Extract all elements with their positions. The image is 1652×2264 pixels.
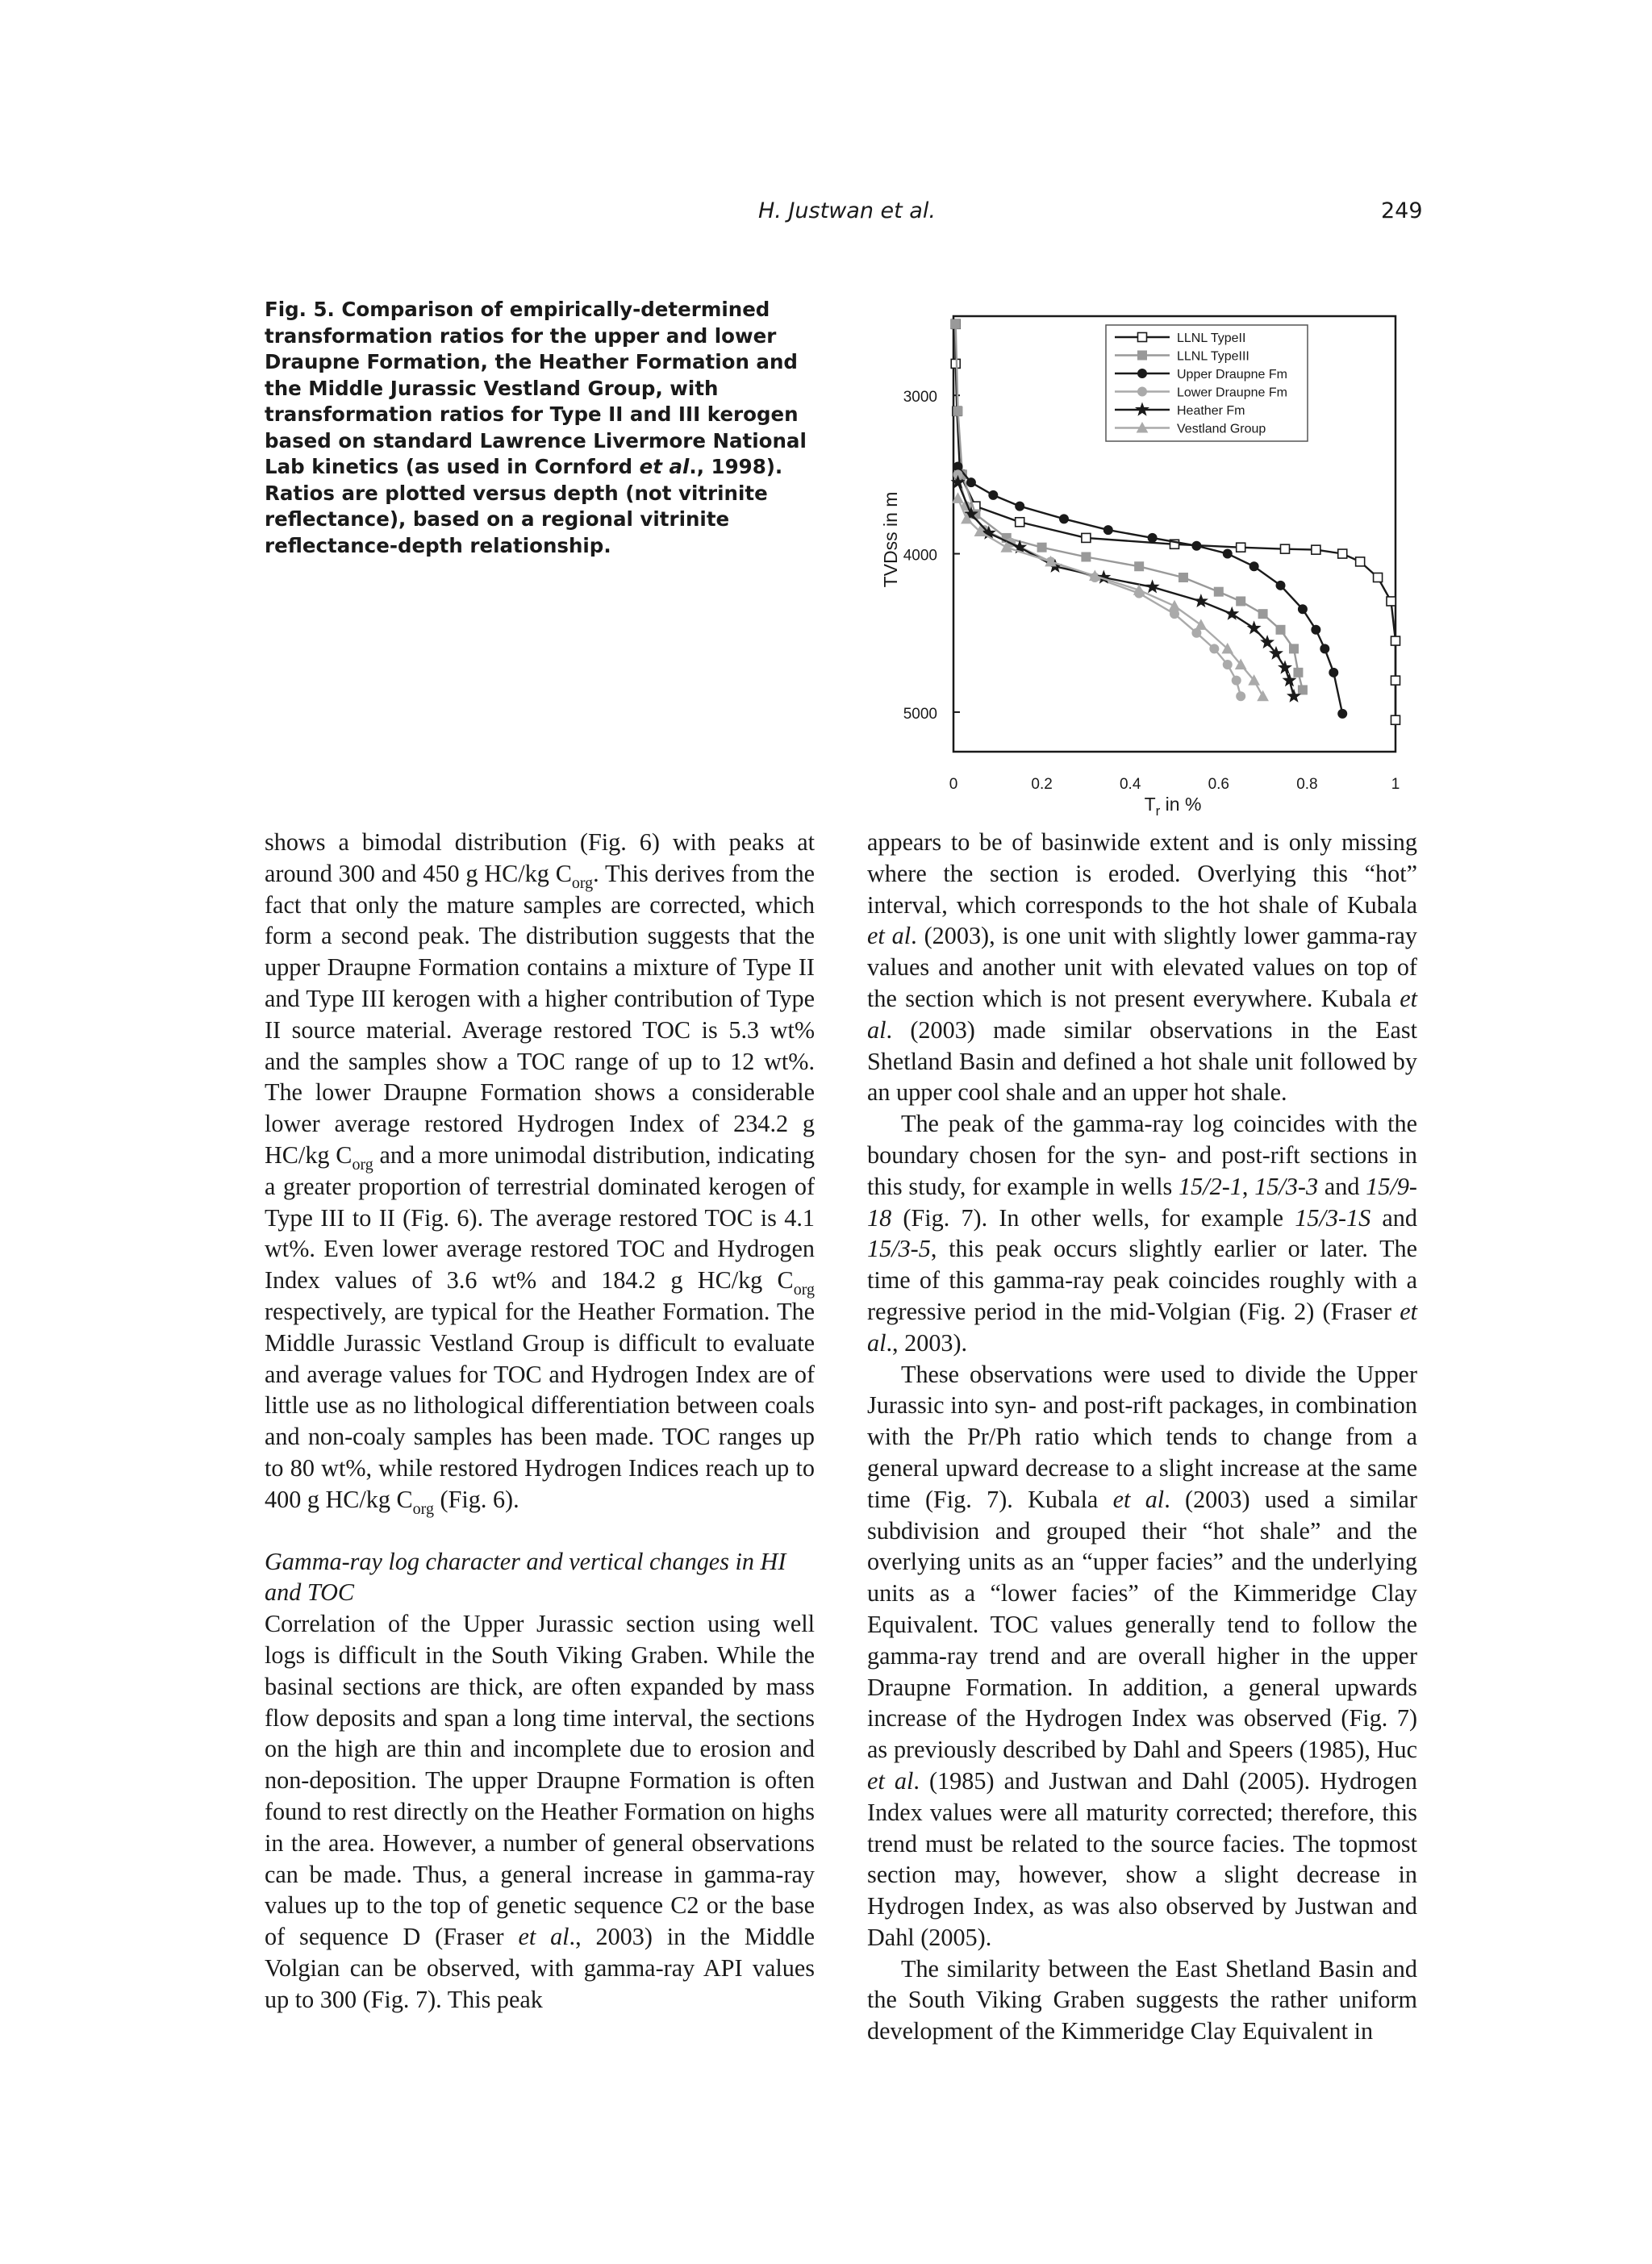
point-llnl-typeiii-5 xyxy=(1037,543,1046,552)
legend-label-vestland-group: Vestland Group xyxy=(1177,422,1266,436)
left-text-column xyxy=(265,827,815,2015)
et-al: et al xyxy=(1112,1485,1165,1513)
point-upper-draupne-fm-14 xyxy=(1329,668,1338,677)
point-llnl-typeii-13 xyxy=(1374,573,1383,582)
running-header-authors: H. Justwan et al. xyxy=(758,198,936,223)
point-llnl-typeii-6 xyxy=(1082,533,1091,542)
y-tick-label-5000: 5000 xyxy=(903,705,937,723)
y-tick-label-4000: 4000 xyxy=(903,547,937,565)
point-upper-draupne-fm-1 xyxy=(966,478,975,487)
point-upper-draupne-fm-15 xyxy=(1338,709,1347,718)
subscript: org xyxy=(412,1499,434,1518)
legend-label-lower-draupne-fm: Lower Draupne Fm xyxy=(1177,386,1287,400)
point-llnl-typeiii-13 xyxy=(1289,644,1298,653)
right-text-column xyxy=(867,827,1417,2047)
subscript: org xyxy=(793,1281,815,1299)
et-al: et al xyxy=(867,1297,1417,1357)
x-tick-label-5: 1 xyxy=(1391,776,1400,793)
point-llnl-typeiii-11 xyxy=(1258,610,1267,619)
y-axis-label: TVDss in m xyxy=(880,491,901,588)
x-tick-label-1: 0.2 xyxy=(1031,776,1053,793)
chart-svg xyxy=(855,306,1452,823)
x-tick-label-2: 0.4 xyxy=(1119,776,1141,793)
text-run: and xyxy=(1370,1203,1417,1232)
right-paragraph-4: The similarity between the East Shetland Basin and the South Viking Graben suggests the rather uniform development of the Kimmeridge Clay Equivalent in xyxy=(867,1954,1417,2045)
well-name: 15/3-1S xyxy=(1295,1203,1371,1232)
text-run: respectively, are typical for the Heather Formation. The Middle Jurassic Vestland Group is difficult to evaluate and average values for TOC and Hydrogen Index are of little use as no lithological differentiation between coals and non-coaly samples has been made. TOC ranges up to 80 wt%, while restored Hydrogen Indices reach up to 400 g HC/kg C xyxy=(265,1297,815,1513)
text-run: (Fig. 7). In other wells, for example xyxy=(891,1203,1295,1232)
point-upper-draupne-fm-11 xyxy=(1298,605,1307,614)
point-llnl-typeii-17 xyxy=(1391,715,1400,724)
right-paragraph-1 xyxy=(867,827,1417,1108)
point-llnl-typeii-12 xyxy=(1356,557,1365,566)
text-run: ., 2003) in the Middle Volgian can be observed, with gamma-ray API values up to 300 (Fig. 7). This peak xyxy=(265,1923,815,2013)
well-name: 15/2-1 xyxy=(1179,1172,1242,1200)
point-lower-draupne-fm-9 xyxy=(1210,644,1219,653)
legend-label-heather-fm: Heather Fm xyxy=(1177,404,1245,418)
text-run: . (2003) made similar observations in the East Shetland Basin and defined a hot shale unit followed by an upper cool shale and an upper hot shale. xyxy=(867,1015,1417,1107)
point-lower-draupne-fm-11 xyxy=(1232,676,1241,685)
point-llnl-typeiii-12 xyxy=(1276,625,1285,634)
text-run: and a more unimodal distribution, indicating a greater proportion of terrestrial dominated kerogen of Type III to II (Fig. 6). The average restored TOC is 4.1 wt%. Even lower average restored TOC and Hydrogen Index values of 3.6 wt% and 184.2 g HC/kg C xyxy=(265,1140,815,1295)
point-llnl-typeii-5 xyxy=(1016,518,1024,527)
point-upper-draupne-fm-12 xyxy=(1312,625,1320,634)
et-al: et al xyxy=(867,922,912,950)
x-axis-label xyxy=(1145,794,1202,819)
legend-marker-llnl-typeiii xyxy=(1138,351,1147,360)
figure-5-chart xyxy=(855,306,1452,823)
point-llnl-typeii-9 xyxy=(1281,544,1290,553)
legend-marker-upper-draupne-fm xyxy=(1138,369,1147,378)
text-run: (Fig. 6). xyxy=(433,1485,519,1513)
x-tick-label-3: 0.6 xyxy=(1208,776,1230,793)
chart-legend xyxy=(1106,325,1308,441)
point-upper-draupne-fm-10 xyxy=(1276,581,1285,590)
x-tick-label-4: 0.8 xyxy=(1296,776,1318,793)
text-run: shows a bimodal distribution (Fig. 6) with peaks at around 300 and 450 g HC/kg C xyxy=(265,828,815,887)
point-lower-draupne-fm-10 xyxy=(1223,661,1232,669)
point-llnl-typeiii-0 xyxy=(951,319,960,328)
left-paragraph-2 xyxy=(265,1608,815,2015)
point-llnl-typeii-10 xyxy=(1312,545,1320,554)
text-run: appears to be of basinwide extent and is only missing where the section is eroded. Overlying this “hot” interval, which corresponds to the hot shale of Kubala xyxy=(867,828,1417,919)
text-run: These observations were used to divide the Upper Jurassic into syn- and post-rift packages, in combination with the Pr/Ph ratio which tends to change from a general upward decrease to a slight increase at the same time (Fig. 7). Kubala xyxy=(867,1360,1417,1513)
y-tick-label-3000: 3000 xyxy=(903,389,937,407)
well-name: 15/3-5 xyxy=(867,1235,931,1263)
point-llnl-typeiii-6 xyxy=(1082,552,1091,561)
legend-label-llnl-typeiii: LLNL TypeIII xyxy=(1177,349,1249,364)
point-llnl-typeiii-14 xyxy=(1294,668,1303,677)
text-run: The peak of the gamma-ray log coincides with the boundary chosen for the syn- and post-rift sections in this study, for example in wells xyxy=(867,1110,1417,1200)
point-upper-draupne-fm-5 xyxy=(1103,526,1112,535)
point-upper-draupne-fm-7 xyxy=(1192,541,1201,550)
point-llnl-typeii-14 xyxy=(1387,597,1395,606)
x-tick-label-0: 0 xyxy=(949,776,958,793)
et-al: et al xyxy=(518,1923,569,1951)
text-run: . (2003) used a similar subdivision and grouped their “hot shale” and the overlying units as an “upper facies” and the underlying units as a “lower facies” of the Kimmeridge Clay Equivalent. TOC values generally tend to follow the gamma-ray trend and are overall higher in the upper Draupne Formation. In addition, a general upwards increase of the Hydrogen Index was observed (Fig. 7) as previously described by Dahl and Speers (1985), Huc xyxy=(867,1485,1417,1764)
x-axis-label-unit: in % xyxy=(1160,794,1202,815)
point-upper-draupne-fm-9 xyxy=(1249,562,1258,571)
legend-label-llnl-typeii: LLNL TypeII xyxy=(1177,331,1246,345)
right-paragraph-2 xyxy=(867,1108,1417,1358)
point-lower-draupne-fm-12 xyxy=(1237,692,1245,701)
legend-label-upper-draupne-fm: Upper Draupne Fm xyxy=(1177,368,1287,382)
point-upper-draupne-fm-2 xyxy=(989,490,998,499)
et-al: et al xyxy=(867,984,1417,1044)
point-llnl-typeiii-1 xyxy=(953,407,962,415)
figure-caption xyxy=(265,297,813,559)
point-llnl-typeiii-15 xyxy=(1298,686,1307,694)
right-paragraph-3 xyxy=(867,1359,1417,1953)
point-llnl-typeii-15 xyxy=(1391,636,1400,645)
caption-label: Fig. 5. xyxy=(265,298,335,321)
point-upper-draupne-fm-3 xyxy=(1016,502,1024,511)
text-run: , this peak occurs slightly earlier or later. The time of this gamma-ray peak coincides roughly with a regressive period in the mid-Volgian (Fig. 2) (Fraser xyxy=(867,1235,1417,1325)
legend-marker-llnl-typeii xyxy=(1138,333,1147,342)
legend-marker-lower-draupne-fm xyxy=(1138,387,1147,396)
caption-text-end: ., 1998). Ratios are plotted versus depth (not vitrinite reflectance), based on a regional vitrinite reflectance-depth relationship. xyxy=(265,455,783,557)
text-run: and xyxy=(1318,1172,1366,1200)
text-run: . (2003), is one unit with slightly lower gamma-ray values and another unit with elevated values on top of the section which is not present everywhere. Kubala xyxy=(867,922,1417,1012)
point-llnl-typeiii-7 xyxy=(1135,562,1144,571)
x-axis-label-sub: r xyxy=(1155,803,1161,819)
section-heading: Gamma-ray log character and vertical changes in HI and TOC xyxy=(265,1547,786,1607)
text-run: Correlation of the Upper Jurassic section using well logs is difficult in the South Viking Graben. While the basinal sections are thick, are often expanded by mass flow deposits and span a long time interval, the sections on the high are thin and incomplete due to erosion and non-deposition. The upper Draupne Formation is often found to rest directly on the Heather Formation on highs in the area. However, a number of general observations can be made. Thus, a general increase in gamma-ray values up to the top of genetic sequence C2 or the base of sequence D (Fraser xyxy=(265,1610,815,1951)
subscript: org xyxy=(571,873,594,892)
well-name: 15/9-18 xyxy=(867,1172,1417,1232)
point-llnl-typeii-11 xyxy=(1338,549,1347,558)
point-llnl-typeii-16 xyxy=(1391,676,1400,685)
caption-et-al: et al xyxy=(639,455,690,478)
text-run: , xyxy=(1241,1172,1255,1200)
text-run: ., 2003). xyxy=(886,1328,968,1357)
point-llnl-typeiii-9 xyxy=(1214,587,1223,596)
point-upper-draupne-fm-4 xyxy=(1060,515,1069,523)
left-paragraph-1 xyxy=(265,827,815,1516)
page-number: 249 xyxy=(1381,198,1423,223)
text-run: . This derives from the fact that only the mature samples are corrected, which form a second peak. The distribution suggests that the upper Draupne Formation contains a mixture of Type II and Type III kerogen with a higher contribution of Type II source material. Average restored TOC is 5.3 wt% and the samples show a TOC range of up to 12 wt%. The lower Draupne Formation shows a considerable lower average restored Hydrogen Index of 234.2 g HC/kg C xyxy=(265,859,815,1169)
x-axis-label-main: T xyxy=(1144,794,1156,815)
well-name: 15/3-3 xyxy=(1254,1172,1319,1200)
point-llnl-typeiii-10 xyxy=(1237,597,1245,606)
point-upper-draupne-fm-8 xyxy=(1223,549,1232,558)
point-llnl-typeii-8 xyxy=(1237,543,1245,552)
subscript: org xyxy=(352,1155,373,1174)
point-upper-draupne-fm-13 xyxy=(1320,644,1329,653)
point-upper-draupne-fm-6 xyxy=(1148,533,1157,542)
et-al: et al xyxy=(867,1766,914,1795)
text-run: . (1985) and Justwan and Dahl (2005). Hydrogen Index values were all maturity corrected; therefore, this trend must be related to the source facies. The topmost section may, however, show a slight decrease in Hydrogen Index, as was also observed by Justwan and Dahl (2005). xyxy=(867,1766,1417,1951)
point-llnl-typeiii-8 xyxy=(1179,573,1187,582)
caption-text: Comparison of empirically-determined transformation ratios for the upper and lower Draupne Formation, the Heather Formation and the Middle Jurassic Vestland Group, with transformation ratios for Type II and III kerogen based on standard Lawrence Livermore National Lab kinetics (as used in Cornford xyxy=(265,298,807,478)
